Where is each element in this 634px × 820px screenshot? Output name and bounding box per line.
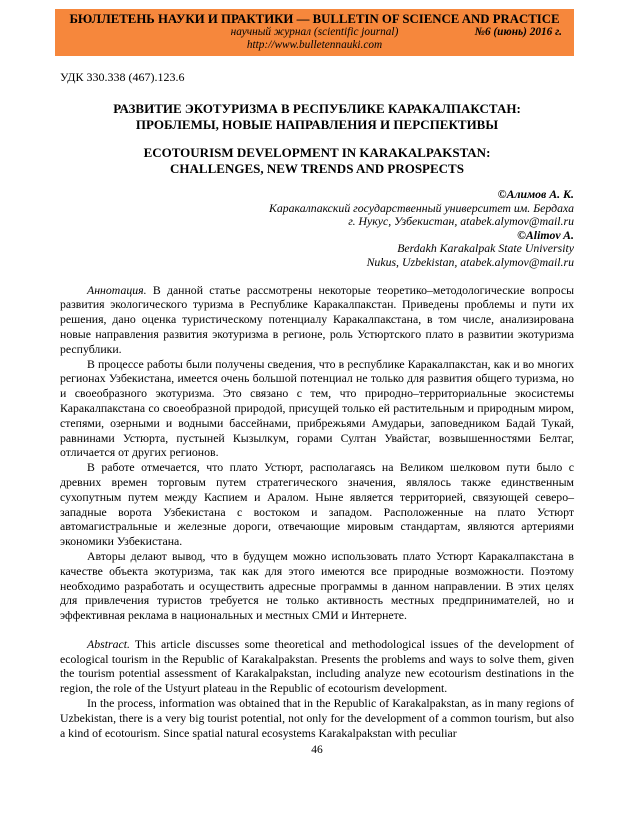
abstract-ru-paragraph-3: В работе отмечается, что плато Устюрт, располагаясь на Великом шелковом пути было с древних времен торговым путем стратегического значения, являлось также единственным сухопутным путем между Каспием и Аралом. Ныне является территорией, связующей северо–западные ворота Узбекистана с востоком и западом. Расположенные на плато Устюрт автомагистральные и железные дороги, отвечающие мировым стандартам, являются артериями экономики Узбекистана. [60, 460, 574, 549]
author-contact-en: Nukus, Uzbekistan, atabek.alymov@mail.ru [366, 254, 574, 269]
article-body [60, 70, 574, 740]
journal-issue: №6 (июнь) 2016 г. [474, 26, 562, 38]
journal-subtitle: научный журнал (scientific journal) [230, 26, 399, 38]
abstract-ru-paragraph-4: Авторы делают вывод, что в будущем можно использовать плато Устюрт Каракалпакстана в качестве объекта экотуризма, так как для этого имеются все природные возможности. Поэтому необходимо разработать и осуществить адресные программы в данном направлении. В этих целях для привлечения туристов требуется не только активность местных предпринимателей, но и эффективная реклама в национальных и местных СМИ и Интернете. [60, 548, 574, 623]
author-name-en: ©Alimov A. [517, 227, 574, 242]
journal-title: БЮЛЛЕТЕНЬ НАУКИ И ПРАКТИКИ — BULLETIN OF SCIENCE AND PRACTICE [69, 12, 560, 26]
udc-code: УДК 330.338 (467).123.6 [60, 70, 185, 84]
article-title-en-line1: ECOTOURISM DEVELOPMENT IN KARAKALPAKSTAN: [143, 145, 491, 160]
author-block [60, 188, 574, 270]
article-title-ru-line1: РАЗВИТИЕ ЭКОТУРИЗМА В РЕСПУБЛИКЕ КАРАКАЛПАКСТАН: [113, 101, 521, 116]
abstract-ru-label: Аннотация. [87, 282, 147, 297]
article-title-en-line2: CHALLENGES, NEW TRENDS AND PROSPECTS [170, 161, 464, 176]
journal-header-banner [55, 9, 574, 56]
article-title-ru-line2: ПРОБЛЕМЫ, НОВЫЕ НАПРАВЛЕНИЯ И ПЕРСПЕКТИВЫ [135, 117, 499, 132]
abstract-en-label: Abstract. [87, 636, 130, 651]
abstract-ru-paragraph-2: В процессе работы были получены сведения, что в республике Каракалпакстан, как и во многих регионах Узбекистана, имеется очень большой потенциал не только для развития общего туризма, но и своеобразного экотуризма. Это связано с тем, что природно–территориальные экосистемы Каракалпакстана со своеобразной природой, присущей только ей растительным и природным миром, степями, озерными и водными бассейнами, прибрежьями Амударьи, заповедником Бадай Тукай, равнинами Устюрта, пустыней Кызылкум, горами Султан Увайстаг, возвышенностями Белтаг, отличается от других регионов. [60, 356, 574, 460]
article-title-en [60, 145, 574, 177]
page-number: 46 [311, 744, 323, 756]
abstract-en-paragraph-2: In the process, information was obtained that in the Republic of Karakalpakstan, as in many regions of Uzbekistan, there is a very big tourist potential, not only for the development of a common tourism, but also a kind of ecotourism. Since spatial natural ecosystems Karakalpakstan with peculiar [60, 696, 574, 740]
author-name-ru: ©Алимов А. К. [497, 187, 574, 201]
author-contact-ru: г. Нукус, Узбекистан, atabek.alymov@mail.ru [348, 214, 574, 229]
journal-url: http://www.bulletennauki.com [246, 39, 383, 51]
journal-subtitle-row [55, 26, 574, 39]
abstract-en-paragraph-1-text: This article discusses some theoretical and methodological issues of the development of ecological tourism in the Republic of Karakalpakstan. Presents the problems and ways to solve them, given the tourism potential assessment of Karakalpakstan, including analyze new ecotourism destinations in the region, the role of the Ustyurt plateau in the Republic of ecotourism development. [60, 636, 574, 696]
article-title-ru [60, 101, 574, 133]
abstract-ru-paragraph-1-text: В данной статье рассмотрены некоторые теоретико–методологические вопросы развития экологического туризма в Республике Каракалпакстан. Приведены проблемы и пути их решения, дано оценка туристическому потенциалу Каракалпакстана, в том числе, анализирована новые направления развития экотуризма в регионе, роль Устюртского плато в развитии экотуризма республики. [60, 282, 574, 356]
author-affiliation-ru: Каракалпакский государственный университет им. Бердаха [269, 200, 574, 215]
abstract-ru-paragraph-1 [60, 283, 574, 357]
abstract-en-paragraph-1 [60, 637, 574, 696]
author-affiliation-en: Berdakh Karakalpak State University [397, 241, 574, 256]
